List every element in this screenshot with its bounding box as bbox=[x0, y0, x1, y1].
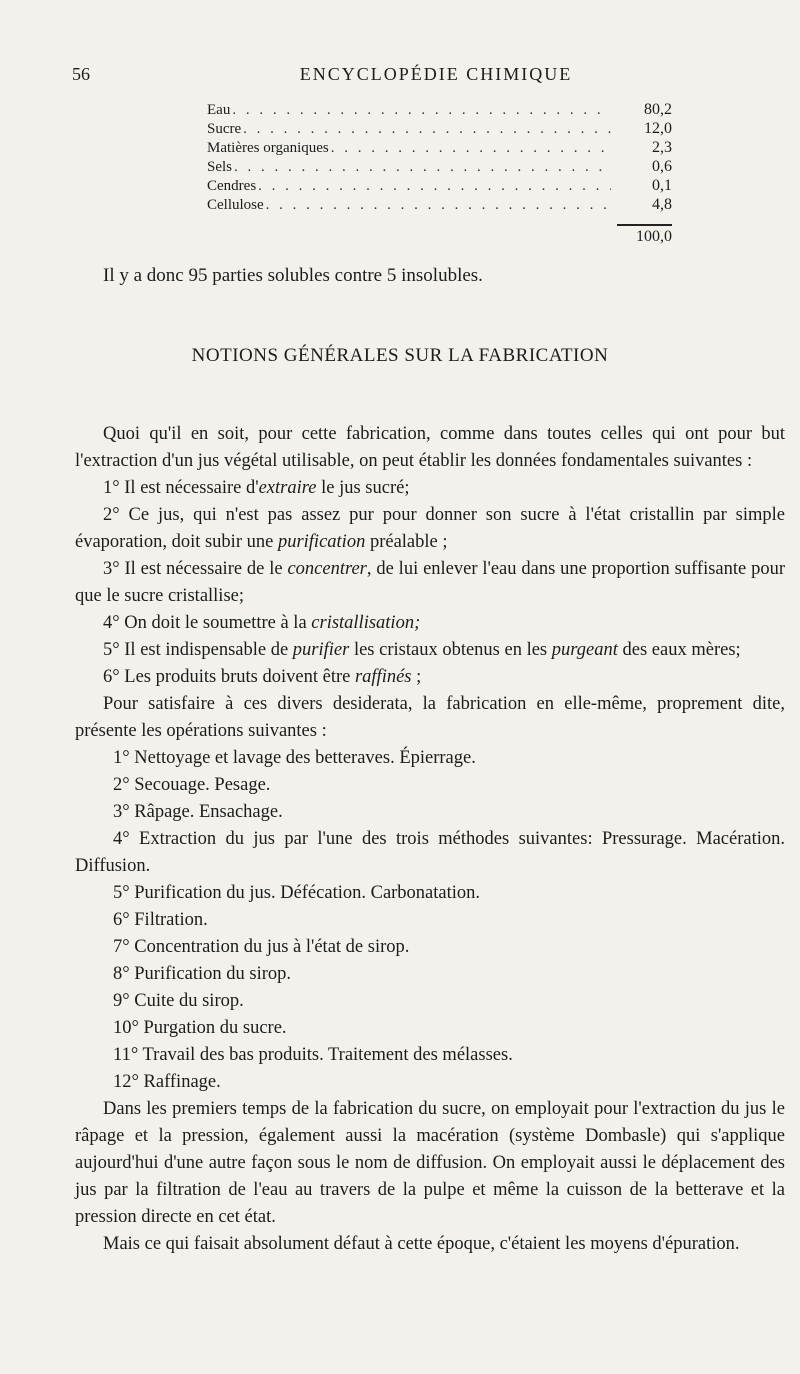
running-head bbox=[72, 64, 760, 92]
composition-row bbox=[207, 177, 672, 196]
operation-item: 11° Travail des bas produits. Traitement des mélasses. bbox=[113, 1045, 513, 1065]
composition-row bbox=[207, 120, 672, 139]
composition-row bbox=[207, 158, 672, 177]
composition-label: Cendres bbox=[207, 178, 257, 194]
operation-item: 1° Nettoyage et lavage des betteraves. Épierrage. bbox=[113, 748, 476, 768]
intro-paragraph: Quoi qu'il en soit, pour cette fabrication, comme dans toutes celles qui ont pour but l'extraction d'un jus végétal utilisable, on peut établir les données fondamentales suivantes : bbox=[75, 424, 785, 471]
composition-label: Matières organiques bbox=[207, 140, 329, 156]
section-heading: NOTIONS GÉNÉRALES SUR LA FABRICATION bbox=[191, 345, 609, 366]
body-text bbox=[75, 421, 785, 1258]
composition-label: Sucre bbox=[207, 121, 242, 137]
history-paragraph: Dans les premiers temps de la fabrication du sucre, on employait pour l'extraction du jus le râpage et la pression, également aussi la macération (système Dombasle) qui s'applique aujourd'hui d'une autre façon sous le nom de diffusion. On employait aussi le déplacement des jus par la filtration de l'eau au travers de la pulpe et même la cuisson de la betterave et la pression directe en cet état. bbox=[75, 1099, 785, 1227]
closing-paragraph: Mais ce qui faisait absolument défaut à cette époque, c'étaient les moyens d'épuration. bbox=[103, 1234, 740, 1254]
leader-dots bbox=[234, 159, 611, 176]
principle-item: 4° On doit le soumettre à la cristallisation; bbox=[103, 613, 421, 633]
composition-row bbox=[207, 139, 672, 158]
operations-intro: Pour satisfaire à ces divers desiderata, la fabrication en elle-même, proprement dite, présente les opérations suivantes : bbox=[75, 694, 785, 741]
operation-item: 4° Extraction du jus par l'une des trois méthodes suivantes: Pressurage. Macération. Diffusion. bbox=[75, 829, 785, 876]
operation-item: 3° Râpage. Ensachage. bbox=[113, 802, 283, 822]
composition-label: Eau bbox=[207, 102, 231, 118]
composition-label: Cellulose bbox=[207, 197, 264, 213]
operation-item: 2° Secouage. Pesage. bbox=[113, 775, 271, 795]
composition-row bbox=[207, 101, 672, 120]
page-number: 56 bbox=[72, 64, 90, 84]
composition-value: 12,0 bbox=[644, 120, 672, 137]
principle-item: 5° Il est indispensable de purifier les cristaux obtenus en les purgeant des eaux mères; bbox=[103, 640, 741, 660]
composition-total: 100,0 bbox=[636, 228, 672, 245]
composition-table bbox=[207, 101, 672, 215]
principle-item: 2° Ce jus, qui n'est pas assez pur pour donner son sucre à l'état cristallin par simple évaporation, doit subir une purification préalable ; bbox=[75, 505, 785, 552]
composition-value: 0,6 bbox=[652, 158, 672, 175]
operation-item: 9° Cuite du sirop. bbox=[113, 991, 244, 1011]
total-rule bbox=[617, 224, 672, 226]
composition-value: 0,1 bbox=[652, 177, 672, 194]
principle-item: 6° Les produits bruts doivent être raffinés ; bbox=[103, 667, 422, 687]
summary-line: Il y a donc 95 parties solubles contre 5 insolubles. bbox=[103, 265, 483, 286]
principle-item: 1° Il est nécessaire d'extraire le jus sucré; bbox=[103, 478, 410, 498]
composition-label: Sels bbox=[207, 159, 233, 175]
leader-dots bbox=[232, 102, 611, 119]
composition-value: 4,8 bbox=[652, 196, 672, 213]
operation-item: 6° Filtration. bbox=[113, 910, 208, 930]
operation-item: 8° Purification du sirop. bbox=[113, 964, 291, 984]
header-title: ENCYCLOPÉDIE CHIMIQUE bbox=[299, 64, 573, 84]
leader-dots bbox=[331, 140, 611, 157]
composition-value: 80,2 bbox=[644, 101, 672, 118]
leader-dots bbox=[266, 197, 611, 214]
composition-value: 2,3 bbox=[652, 139, 672, 156]
operation-item: 10° Purgation du sucre. bbox=[113, 1018, 287, 1038]
operation-item: 7° Concentration du jus à l'état de sirop. bbox=[113, 937, 410, 957]
operation-item: 5° Purification du jus. Défécation. Carbonatation. bbox=[113, 883, 481, 903]
principle-item: 3° Il est nécessaire de le concentrer, de lui enlever l'eau dans une proportion suffisante pour que le sucre cristallise; bbox=[75, 559, 785, 606]
operation-item: 12° Raffinage. bbox=[113, 1072, 221, 1092]
composition-row bbox=[207, 196, 672, 215]
leader-dots bbox=[243, 121, 611, 138]
leader-dots bbox=[258, 178, 611, 195]
